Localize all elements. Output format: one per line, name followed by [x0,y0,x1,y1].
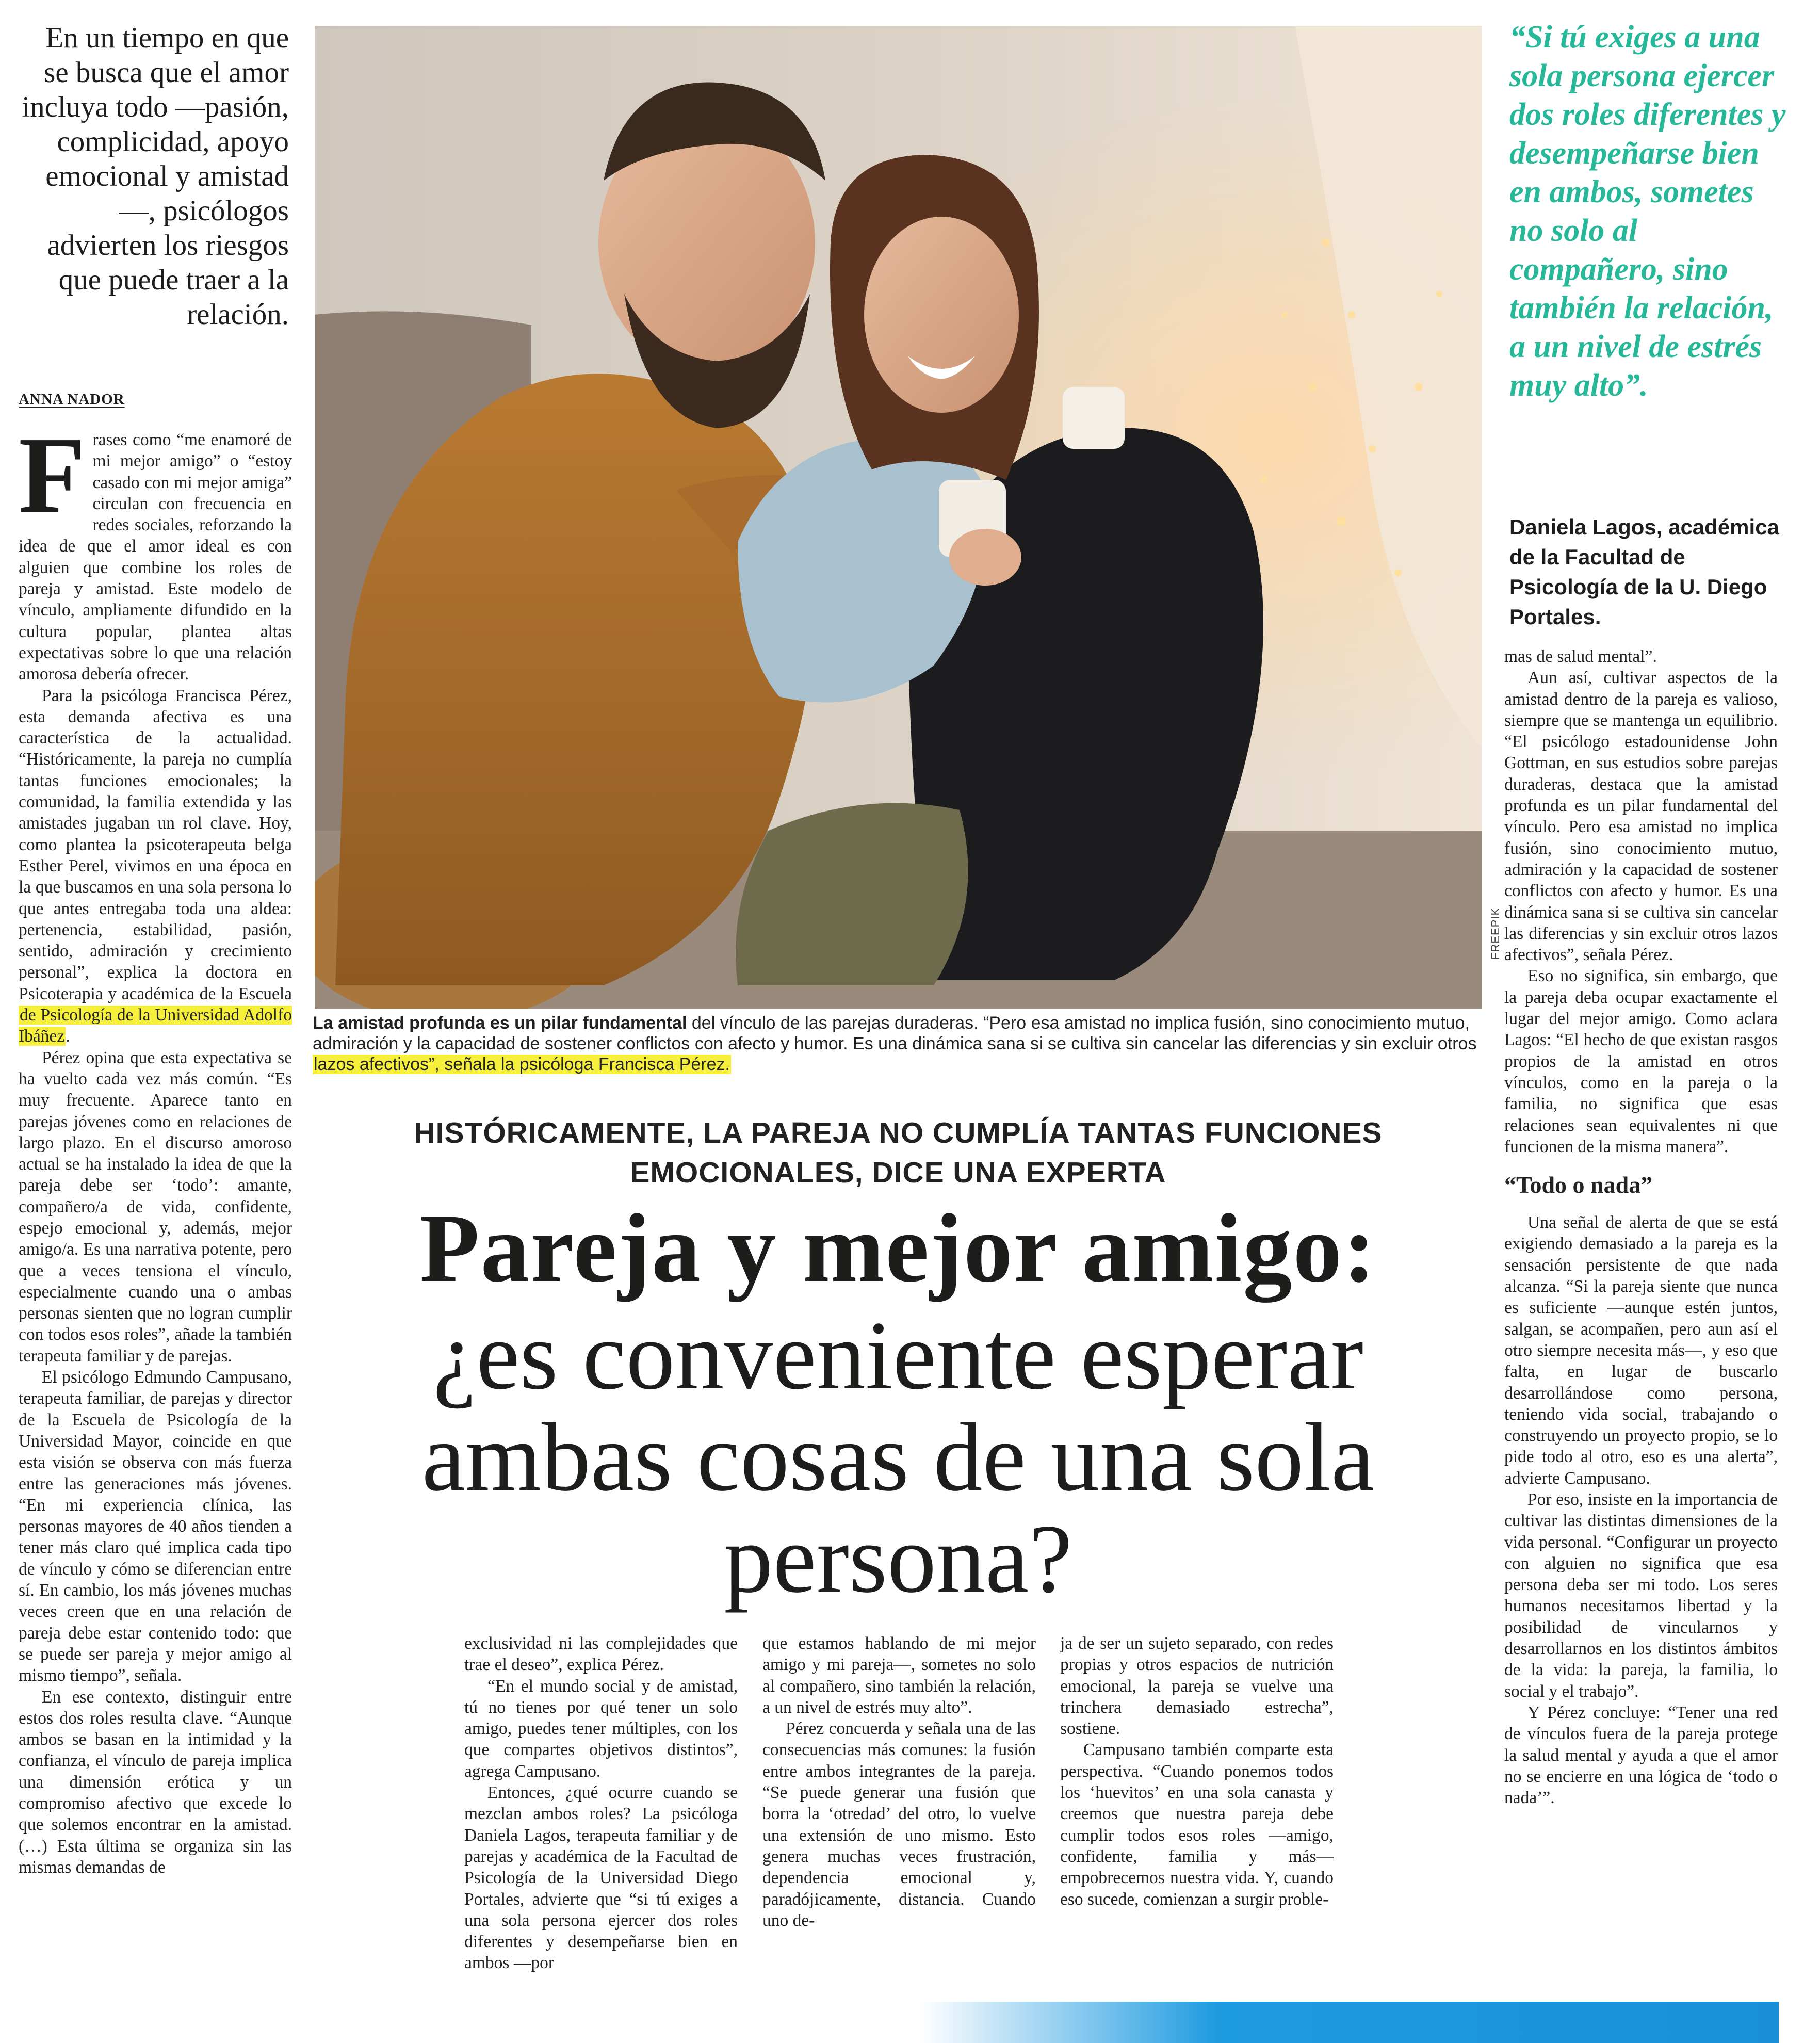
byline: ANNA NADOR [19,391,125,408]
headline-title-continued: ¿es conveniente esperar ambas cosas de una sola persona? [421,1302,1375,1613]
paragraph: Una señal de alerta de que se está exigiendo demasiado a la pareja es la sensación persistente de que nada alcanza. “Si la pareja siente que nunca es suficiente —aunque estén juntos, salgan, se acompañen, pero aun así el otro siempre necesita más—, y eso que falta, en lugar de buscarlo desarrollándose como persona, teniendo vida social, trabajando o construyendo un proyecto propio, se lo pide todo al otro, eso es una alerta”, advierte Campusano. [1504,1213,1778,1488]
highlighted-text: de Psicología de la Universidad Adolfo Ibáñez [19,1006,292,1046]
paragraph: “En el mundo social y de amistad, tú no tienes por qué tener un solo amigo, puedes tener múltiples, con los que compartes objetivos distintos”, agrega Campusano. [464,1676,738,1781]
paragraph: Aun así, cultivar aspectos de la amistad dentro de la pareja es valioso, siempre que se mantenga un equilibrio. “El psicólogo estadounidense John Gottman, en sus estudios sobre parejas duraderas, destaca que la amistad profunda es un pilar fundamental del vínculo. Pero esa amistad no implica fusión, sino conocimiento mutuo, admiración y la capacidad de sostener conflictos con afecto y humor. Es una dinámica sana si se cultiva sin cancelar las diferencias y sin excluir otros lazos afectivos”, señala Pérez. [1504,668,1778,965]
caption-lead: La amistad profunda es un pilar fundamental [313,1013,687,1033]
drop-cap: F [19,414,86,536]
paragraph: Pérez concuerda y señala una de las consecuencias más comunes: la fusión entre ambos integrantes de la pareja. “Se puede generar una fusión que borra la ‘otredad’ del otro, lo vuelve una extensión de uno mismo. Esto genera muchas veces frustración, dependencia emocional y, paradójicamente, distancia. Cuando uno de- [762,1719,1036,1930]
paragraph: El psicólogo Edmundo Campusano, terapeuta familiar, de parejas y director de la Escuela de Psicología de la Universidad Mayor, coincide en que esta visión se observa con más fuerza entre las generaciones más jóvenes. “En mi experiencia clínica, las personas mayores de 40 años tienden a tener más claro qué implica cada tipo de vínculo y cómo se diferencian entre sí. En cambio, los más jóvenes muchas veces creen que en una relación de pareja debe estar contenido todo: que se puede ser pareja y mejor amigo al mismo tiempo”, señala. [19,1368,292,1685]
article-column-1 [19,414,292,1878]
subheading: “Todo o nada” [1504,1172,1653,1198]
paragraph: ja de ser un sujeto separado, con redes propias y otros espacios de nutrición emocional, la pareja se vuelve una trinchera demasiado estrecha”, sostiene. [1060,1634,1334,1739]
paragraph: que estamos hablando de mi mejor amigo y mi pareja—, sometes no solo al compañero, sino también la relación, a un nivel de estrés muy alto”. [762,1634,1036,1717]
paragraph: Frases como “me enamoré de mi mejor amigo” o “estoy casado con mi mejor amiga” circulan con frecuencia en redes sociales, reforzando la idea de que el amor ideal es con alguien que combine los roles de pareja y amistad. Este modelo de vínculo, ampliamente difundido en la cultura popular, plantea altas expectativas sobre lo que una relación amorosa debería ofrecer. [19,414,292,684]
article-column-3 [762,1633,1036,1931]
paragraph: Eso no significa, sin embargo, que la pareja deba ocupar exactamente el lugar del mejor amigo. Como aclara Lagos: “El hecho de que existan rasgos propios de la amistad en otros vínculos, como en la pareja o la familia, no significa que esas relaciones sean equivalentes ni que funcionen de la misma manera”. [1504,966,1778,1156]
article-column-2 [464,1633,738,1974]
highlighted-text: lazos afectivos”, señala la psicóloga Francisca Pérez. [314,1055,730,1074]
paragraph: exclusividad ni las complejidades que trae el deseo”, explica Pérez. [464,1634,738,1675]
paragraph: Por eso, insiste en la importancia de cultivar las distintas dimensiones de la vida personal. “Configurar un proyecto con alguien no significa que esa persona deba ser mi todo. Los seres humanos necesitamos libertad y la posibilidad de vincularnos y desarrollarnos en los distintos ámbitos de la vida: la pareja, la familia, lo social y el trabajo”. [1504,1489,1778,1701]
pull-quote-attribution: Daniela Lagos, académica de la Facultad de Psicología de la U. Diego Portales. [1509,515,1779,629]
headline-kicker: HISTÓRICAMENTE, LA PAREJA NO CUMPLÍA TANTAS FUNCIONES EMOCIONALES, DICE UNA EXPERTA [414,1116,1383,1189]
paragraph: mas de salud mental”. [1504,647,1657,666]
pull-quote: “Si tú exiges a una sola persona ejercer dos roles diferentes y desempeñarse bien en ambos, sometes no solo al compañero, sino también la relación, a un nivel de estrés muy alto”. [1509,20,1786,403]
photo-credit: FREEPIK [1489,907,1502,960]
paragraph: Pérez opina que esta expectativa se ha vuelto cada vez más común. “Es muy frecuente. Aparece tanto en parejas jóvenes como en relaciones de largo plazo. En el discurso amoroso actual se ha instalado la idea de que la pareja debe ser ‘todo’: amante, compañero/a de vida, confidente, espejo emocional y, además, mejor amigo/a. Es una narrativa potente, pero que a veces tensiona el vínculo, especialmente cuando una o ambas personas sienten que no logran cumplir con todos esos roles”, añade la también terapeuta familiar y de parejas. [19,1048,292,1366]
paragraph: Campusano también comparte esta perspectiva. “Cuando ponemos todos los ‘huevitos’ en una sola canasta y creemos que nuestra pareja debe cumplir todos esos roles —amigo, confidente, familia y más— empobrecemos nuestra vida. Y, cuando eso sucede, comienzan a surgir proble- [1060,1740,1334,1909]
article-column-5 [1504,646,1778,1808]
bottom-color-stripe [918,2002,1779,2043]
paragraph: Y Pérez concluye: “Tener una red de vínculos fuera de la pareja protege la salud mental y ayuda a que el amor no se encierre en una lógica de ‘todo o nada’”. [1504,1702,1778,1808]
paragraph: En ese contexto, distinguir entre estos dos roles resulta clave. “Aunque ambos se basan en la intimidad y la confianza, el vínculo de pareja implica una dimensión erótica y un compromiso afectivo que excede lo que solemos encontrar en la amistad. (…) Esta última se organiza sin las mismas demandas de [19,1687,292,1877]
article-column-4 [1060,1633,1334,1910]
paragraph: Entonces, ¿qué ocurre cuando se mezclan ambos roles? La psicóloga Daniela Lagos, terapeuta familiar y de parejas y académica de la Facultad de Psicología de la Universidad Diego Portales, advierte que “si tú exiges a una sola persona ejercer dos roles diferentes y desempeñarse bien en ambos —por [464,1783,738,1973]
photo-caption: La amistad profunda es un pilar fundamental del vínculo de las parejas duraderas. “Pero esa amistad no implica fusión, sino conocimiento mutuo, admiración y la capacidad de sostener conflictos con afecto y humor. Es una dinámica sana si se cultiva sin cancelar las diferencias y sin excluir otros lazos afectivos”, señala la psicóloga Francisca Pérez. [313,1013,1477,1074]
article-photo [315,26,1482,1009]
headline-title: Pareja y mejor amigo: [419,1194,1377,1303]
article-deck: En un tiempo en que se busca que el amor incluya todo —pasión, complicidad, apoyo emocional y amistad—, psicólogos advierten los riesgos que puede traer a la relación. [22,22,289,331]
paragraph: Para la psicóloga Francisca Pérez, esta demanda afectiva es una característica de la actualidad. “Históricamente, la pareja no cumplía tantas funciones emocionales; la comunidad, la familia extendida y las amistades jugaban un rol clave. Hoy, como plantea la psicoterapeuta belga Esther Perel, vivimos en una época en la que buscamos en una sola persona lo que antes entregaba toda una aldea: pertenencia, estabilidad, pasión, sentido, admiración y crecimiento personal”, explica la doctora en Psicoterapia y académica de la Escuela de Psicología de la Universidad Adolfo Ibáñez. [19,686,292,1046]
